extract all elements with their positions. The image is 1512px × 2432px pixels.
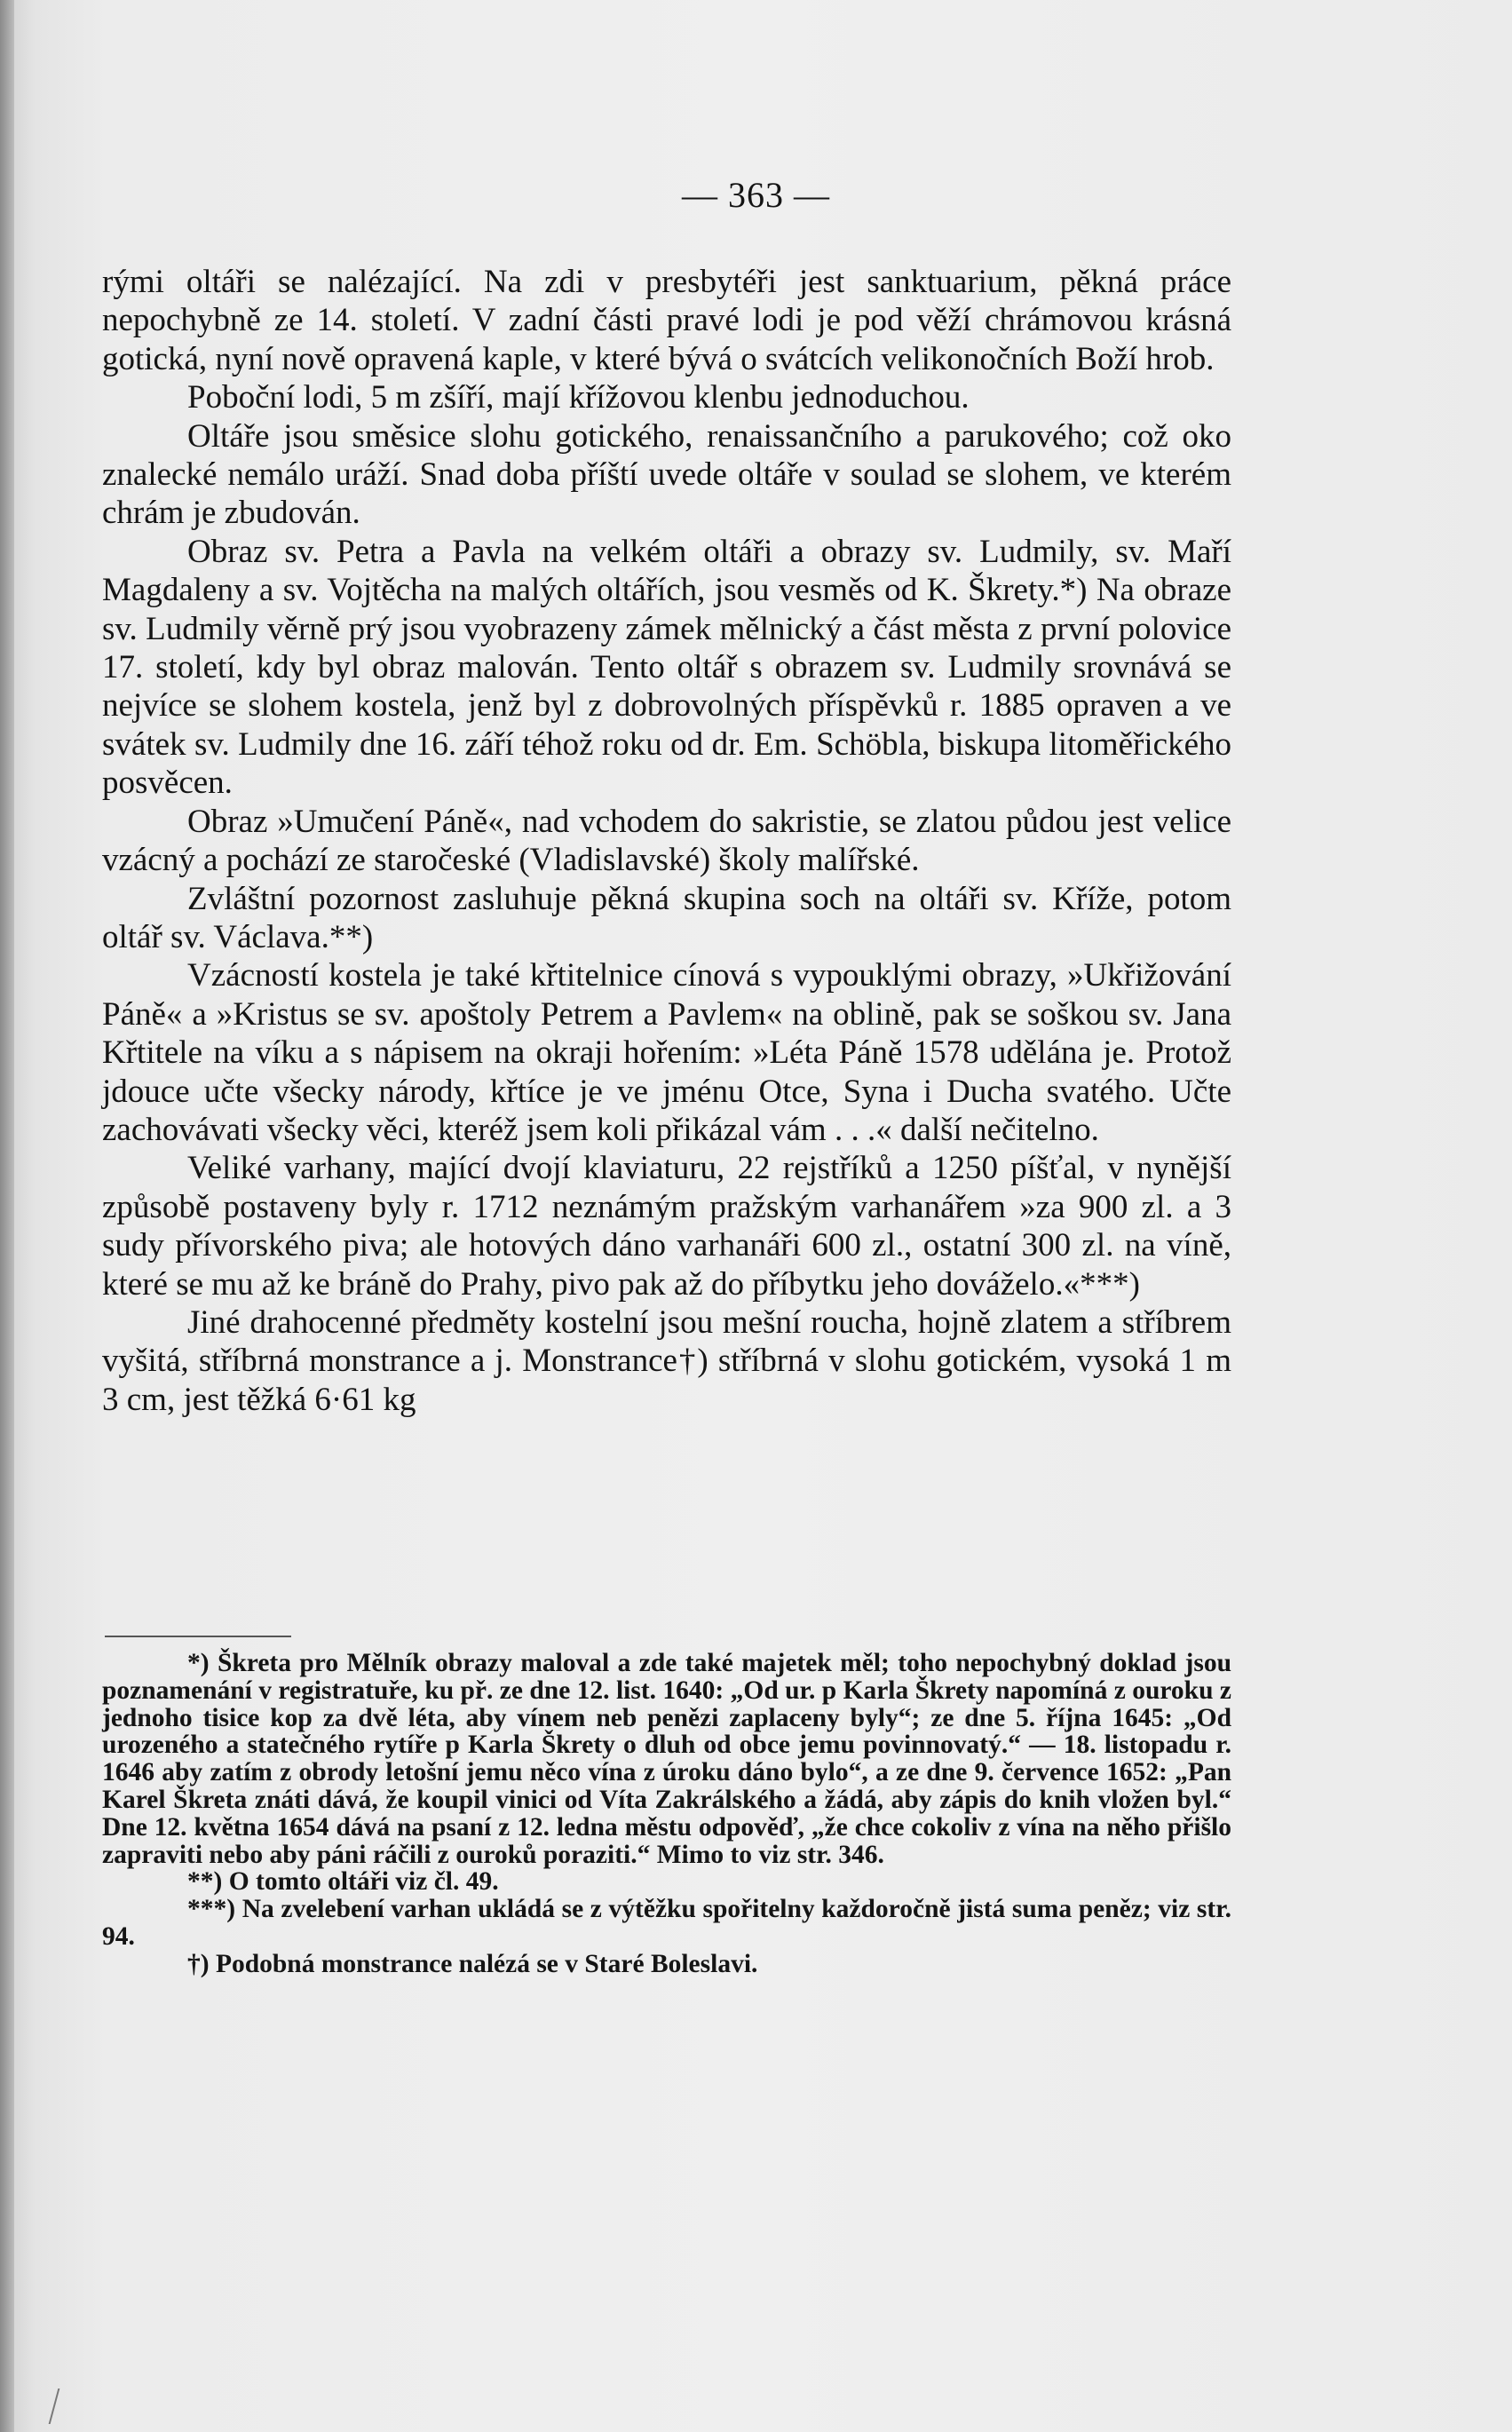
paragraph: Veliké varhany, mající dvojí klaviaturu, 22 rejstříků a 1250 píšťal, v nynější způsobě postaveny byly r. 1712 neznámým pražským varhanářem »za 900 zl. a 3 sudy přívorského piva; ale hotových dáno varhanáři 600 zl., ostatní 300 zl. na víně, které se mu až ke bráně do Prahy, pivo pak až do příbytku jeho dováželo.«***) xyxy=(102,1150,1231,1303)
paragraph: Jiné drahocenné předměty kostelní jsou mešní roucha, hojně zlatem a stříbrem vyšitá, stříbrná monstrance a j. Monstrance†) stříbrná v slohu gotickém, vysoká 1 m 3 cm, jest těžká 6·61 kg xyxy=(102,1303,1231,1418)
paragraph: Oltáře jsou směsice slohu gotického, renaissančního a parukového; což oko znalecké nemálo uráží. Snad doba příští uvede oltáře v soulad se slohem, ve kterém chrám je zbudován. xyxy=(102,417,1231,532)
paragraph: Obraz sv. Petra a Pavla na velkém oltáři a obrazy sv. Ludmily, sv. Maří Magdaleny a sv. Vojtěcha na malých oltářích, jsou vesměs od K. Škrety.*) Na obraze sv. Ludmily věrně prý jsou vyobrazeny zámek mělnický a část města z první polovice 17. století, kdy byl obraz malován. Tento oltář s obrazem sv. Ludmily srovnává se nejvíce se slohem kostela, jenž byl z dobrovolných příspěvků r. 1885 opraven a ve svátek sv. Ludmily dne 16. září téhož roku od dr. Em. Schöbla, biskupa litoměřického posvěcen. xyxy=(102,533,1231,802)
footnote-divider xyxy=(105,1636,291,1637)
page-number: — 363 — xyxy=(682,175,830,215)
paragraph: Obraz »Umučení Páně«, nad vchodem do sakristie, se zlatou půdou jest velice vzácný a pochází ze staročeské (Vladislavské) školy malířské. xyxy=(102,803,1231,879)
main-text xyxy=(102,263,1231,1419)
paragraph: rými oltáři se nalézající. Na zdi v presbytéři jest sanktuarium, pěkná práce nepochybně ze 14. století. V zadní části pravé lodi je pod věží chrámovou krásná gotická, nyní nově opravená kaple, v které bývá o svátcích velikonočních Boží hrob. xyxy=(102,264,1231,377)
footnote: †) Podobná monstrance nalézá se v Staré Boleslavi. xyxy=(187,1949,758,1978)
paragraph: Zvláštní pozornost zasluhuje pěkná skupina soch na oltáři sv. Kříže, potom oltář sv. Václava.**) xyxy=(102,880,1231,955)
paragraph: Vzácností kostela je také křtitelnice cínová s vypouklými obrazy, »Ukřižování Páně« a »Kristus se sv. apoštoly Petrem a Pavlem« na oblině, pak se soškou sv. Jana Křtitele na víku a s nápisem na okraji hořením: »Léta Páně 1578 udělána je. Protož jdouce učte všecky národy, křtíce je ve jménu Otce, Syna i Ducha svatého. Učte zachovávati všecky věci, kteréž jsem koli přikázal vám . . .« další nečitelno. xyxy=(102,957,1231,1148)
paragraph: Poboční lodi, 5 m zšíří, mají křížovou klenbu jednoduchou. xyxy=(187,379,970,416)
footnote: *) Škreta pro Mělník obrazy maloval a zde také majetek měl; toho nepochybný doklad jsou poznamenání v registratuře, ku př. ze dne 12. list. 1640: „Od ur. p Karla Škrety napomíná z ouroku z jednoho tisice kop za dvě léta, aby vínem neb penězi zaplaceny byly“; ze dne 5. října 1645: „Od urozeného a statečného rytíře p Karla Škrety o dluh od obce jemu povinnovatý.“ — 18. listopadu r. 1646 aby zatím z obrody letošní jemu něco vína z úroku dáno bylo“, a ze dne 9. července 1652: „Pan Karel Škreta znáti dává, že koupil vinici od Víta Zakrálského a žádá, aby zápis do knih vložen byl.“ Dne 12. května 1654 dává na psaní z 12. ledna městu odpověď, „že chce cokoliv z vína na něho přišlo zapraviti nebo aby páni ráčili z ouroků poraziti.“ Mimo to viz str. 346. xyxy=(102,1649,1231,1869)
page-spine-shadow xyxy=(0,0,14,2432)
footnote: **) O tomto oltáři viz čl. 49. xyxy=(187,1867,499,1897)
footnotes xyxy=(102,1650,1231,1978)
scan-corner-mark xyxy=(49,2388,73,2424)
footnote: ***) Na zvelebení varhan ukládá se z výtěžku spořitelny každoročně jistá suma peněz; viz str. 94. xyxy=(102,1895,1231,1951)
